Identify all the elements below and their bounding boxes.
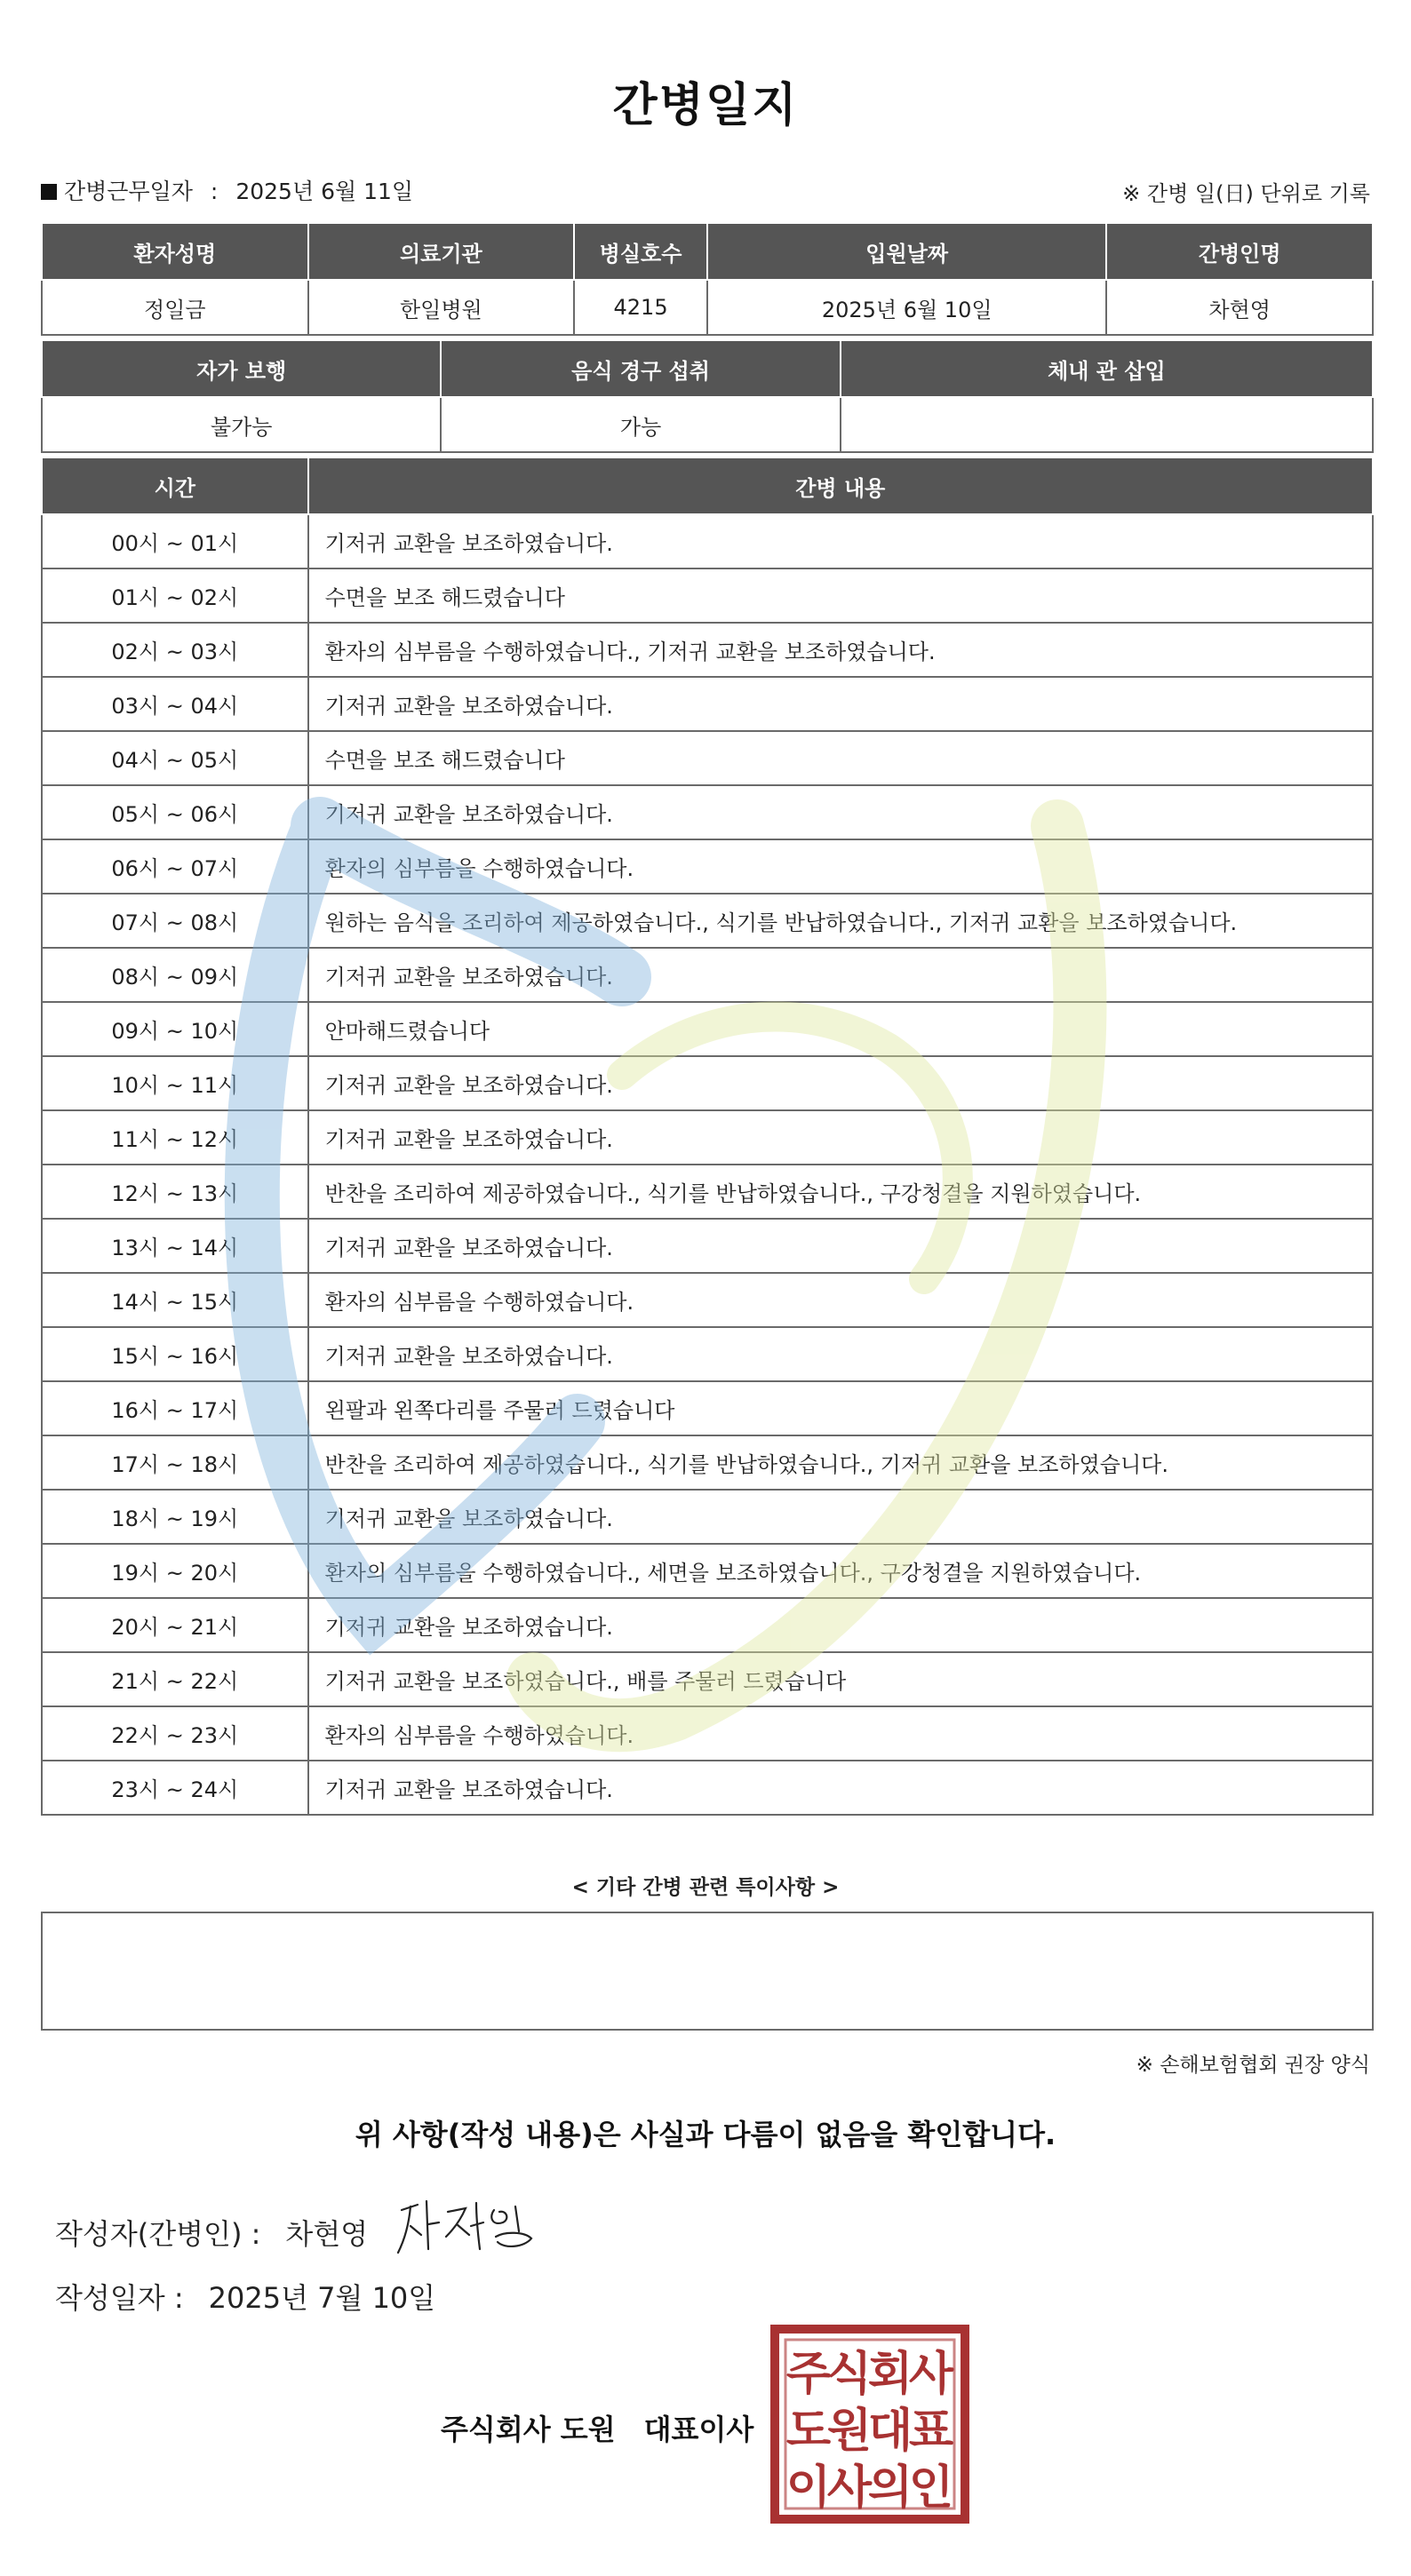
seal-character: 이 [785,2461,832,2515]
seal-character: 인 [908,2461,954,2515]
care-content: 환자의 심부름을 수행하였습니다. [308,1273,1373,1327]
bullet-square-icon [41,184,57,200]
table-row [42,1490,1373,1544]
time-slot: 04시 ~ 05시 [42,731,308,785]
confirmation-statement: 위 사항(작성 내용)은 사실과 다름이 없음을 확인합니다. [355,2118,1056,2151]
notes-title: < 기타 간병 관련 특이사항 > [571,1876,840,1899]
care-content: 기저귀 교환을 보조하였습니다. [308,1490,1373,1544]
author-name: 차현영 [285,2217,369,2251]
table-row [42,677,1373,731]
table-row [42,568,1373,623]
work-date-value: 2025년 6월 11일 [235,179,414,204]
time-slot: 03시 ~ 04시 [42,677,308,731]
table-row [42,1110,1373,1165]
table-row [42,731,1373,785]
page-title: 간병일지 [612,79,799,132]
table-row [42,1652,1373,1706]
tube-insertion-value [841,397,1373,452]
care-content: 수면을 보조 해드렸습니다 [308,731,1373,785]
work-date [41,174,413,206]
company-name: 주식회사 도원 [441,2413,616,2446]
time-slot: 05시 ~ 06시 [42,785,308,839]
seal-character: 도 [785,2405,832,2458]
time-slot: 19시 ~ 20시 [42,1544,308,1598]
table-row [42,894,1373,948]
table-row [42,1598,1373,1652]
header-time: 시간 [42,457,308,514]
form-note: ※ 손해보험협회 권장 양식 [1136,2054,1370,2077]
seal-character: 주 [785,2348,832,2401]
author-row [55,2212,368,2253]
care-content: 기저귀 교환을 보조하였습니다. [308,785,1373,839]
header-room: 병실호수 [574,223,707,280]
time-slot: 20시 ~ 21시 [42,1598,308,1652]
signature-image [391,2190,542,2262]
table-row [42,948,1373,1002]
care-content: 반찬을 조리하여 제공하였습니다., 식기를 반납하였습니다., 기저귀 교환을 보조하였습니다. [308,1435,1373,1490]
table-row [42,1219,1373,1273]
care-content: 기저귀 교환을 보조하였습니다. [308,677,1373,731]
seal-character: 대 [867,2405,913,2458]
care-content: 왼팔과 왼쪽다리를 주물러 드렸습니다 [308,1381,1373,1435]
room-number: 4215 [574,280,707,335]
care-content: 안마해드렸습니다 [308,1002,1373,1056]
work-date-label: 간병근무일자 [64,179,193,204]
table-row [42,1435,1373,1490]
time-slot: 06시 ~ 07시 [42,839,308,894]
table-row [42,1761,1373,1815]
table-row [42,1706,1373,1761]
self-walking-value: 불가능 [42,397,441,452]
header-oral-intake: 음식 경구 섭취 [441,340,840,397]
header-admission-date: 입원날짜 [707,223,1106,280]
work-date-separator: : [210,179,219,204]
company-line [441,2407,753,2448]
time-slot: 17시 ~ 18시 [42,1435,308,1490]
header-care-content: 간병 내용 [308,457,1373,514]
care-content: 수면을 보조 해드렸습니다 [308,568,1373,623]
care-content: 기저귀 교환을 보조하였습니다. [308,1056,1373,1110]
table-row [42,785,1373,839]
table-row [42,514,1373,568]
header-caregiver-name: 간병인명 [1106,223,1373,280]
table-row [42,1544,1373,1598]
time-slot: 10시 ~ 11시 [42,1056,308,1110]
time-slot: 22시 ~ 23시 [42,1706,308,1761]
time-slot: 23시 ~ 24시 [42,1761,308,1815]
unit-note: ※ 간병 일(日) 단위로 기록 [1122,181,1370,206]
time-slot: 15시 ~ 16시 [42,1327,308,1381]
care-content: 환자의 심부름을 수행하였습니다., 기저귀 교환을 보조하였습니다. [308,623,1373,677]
notes-box [41,1912,1374,2031]
care-content: 원하는 음식을 조리하여 제공하였습니다., 식기를 반납하였습니다., 기저귀 교환을 보조하였습니다. [308,894,1373,948]
time-slot: 16시 ~ 17시 [42,1381,308,1435]
care-content: 기저귀 교환을 보조하였습니다. [308,514,1373,568]
care-content: 기저귀 교환을 보조하였습니다. [308,1219,1373,1273]
company-seal-stamp [769,2324,970,2524]
seal-character: 의 [867,2461,913,2515]
time-slot: 01시 ~ 02시 [42,568,308,623]
seal-character: 사 [908,2348,954,2401]
care-content: 기저귀 교환을 보조하였습니다. [308,1598,1373,1652]
care-content: 환자의 심부름을 수행하였습니다. [308,839,1373,894]
seal-character: 사 [826,2461,873,2515]
time-slot: 21시 ~ 22시 [42,1652,308,1706]
table-row [42,623,1373,677]
care-log-table [41,457,1374,1816]
table-row [42,1381,1373,1435]
time-slot: 11시 ~ 12시 [42,1110,308,1165]
table-row [42,839,1373,894]
company-role: 대표이사 [643,2413,754,2446]
care-content: 기저귀 교환을 보조하였습니다. [308,1761,1373,1815]
care-content: 기저귀 교환을 보조하였습니다. [308,1110,1373,1165]
time-slot: 18시 ~ 19시 [42,1490,308,1544]
header-hospital: 의료기관 [308,223,575,280]
care-content: 기저귀 교환을 보조하였습니다. [308,1327,1373,1381]
time-slot: 12시 ~ 13시 [42,1165,308,1219]
care-content: 기저귀 교환을 보조하였습니다., 배를 주물러 드렸습니다 [308,1652,1373,1706]
patient-status-table [41,339,1374,453]
patient-name: 정일금 [42,280,308,335]
time-slot: 02시 ~ 03시 [42,623,308,677]
header-patient-name: 환자성명 [42,223,308,280]
table-row [42,1165,1373,1219]
patient-info-table [41,222,1374,336]
time-slot: 07시 ~ 08시 [42,894,308,948]
table-row [42,1327,1373,1381]
table-row [42,1002,1373,1056]
header-tube-insertion: 체내 관 삽입 [841,340,1373,397]
care-content: 환자의 심부름을 수행하였습니다., 세면을 보조하였습니다., 구강청결을 지원하였습니다. [308,1544,1373,1598]
time-slot: 09시 ~ 10시 [42,1002,308,1056]
seal-character: 표 [908,2405,954,2458]
table-row [42,1056,1373,1110]
care-content: 기저귀 교환을 보조하였습니다. [308,948,1373,1002]
written-date-row [55,2276,435,2317]
time-slot: 08시 ~ 09시 [42,948,308,1002]
care-log-body [42,514,1373,1815]
seal-character: 원 [826,2405,873,2458]
header-self-walking: 자가 보행 [42,340,441,397]
time-slot: 13시 ~ 14시 [42,1219,308,1273]
written-date-label: 작성일자 : [55,2281,184,2315]
hospital-name: 한일병원 [308,280,575,335]
oral-intake-value: 가능 [441,397,840,452]
admission-date: 2025년 6월 10일 [707,280,1106,335]
caregiver-name: 차현영 [1106,280,1373,335]
time-slot: 00시 ~ 01시 [42,514,308,568]
table-row [42,1273,1373,1327]
seal-character: 식 [826,2348,873,2401]
time-slot: 14시 ~ 15시 [42,1273,308,1327]
seal-character: 회 [867,2348,913,2401]
care-content: 환자의 심부름을 수행하였습니다. [308,1706,1373,1761]
written-date-value: 2025년 7월 10일 [208,2281,436,2315]
author-label: 작성자(간병인) : [55,2217,261,2251]
care-content: 반찬을 조리하여 제공하였습니다., 식기를 반납하였습니다., 구강청결을 지원하였습니다. [308,1165,1373,1219]
